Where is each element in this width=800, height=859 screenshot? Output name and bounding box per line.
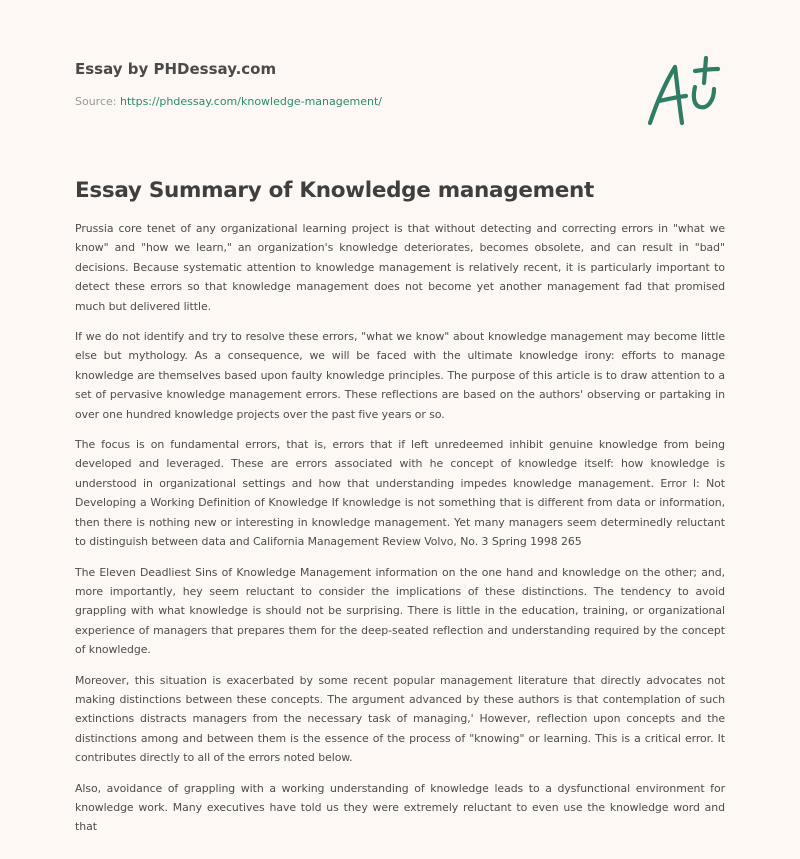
essay-title: Essay Summary of Knowledge management [75,178,595,203]
paragraph: Prussia core tenet of any organizational learning project is that without detecting and correcting errors in "what we know" and "how we learn," an organization's knowledge deteriorates, becomes obsolete, and can result in "bad" decisions. Because systematic attention to knowledge management is relatively recent, it is particularly important to detect these errors so that knowledge management does not become yet another management fad that promised much but delivered little. [75,222,725,313]
essay-body [75,219,725,848]
source-label: Source: [75,95,117,108]
source-link[interactable]: https://phdessay.com/knowledge-management/ [120,95,382,108]
paragraph: The focus is on fundamental errors, that is, errors that if left unredeemed inhibit genuine knowledge from being developed and leveraged. These are errors associated with he concept of knowledge itself: how knowledge is understood in organizational settings and how that understanding impedes knowledge management. Error l: Not Developing a Working Definition of Knowledge If knowledge is not something that is different from data or information, then there is nothing new or interesting in knowledge management. Yet many managers seem determinedly reluctant to distinguish between data and California Management Review Volvo, No. 3 Spring 1998 265 [75,438,725,549]
a-plus-grade-icon [640,53,725,131]
paragraph: If we do not identify and try to resolve these errors, "what we know" about knowledge management may become little else but mythology. As a consequence, we will be faced with the ultimate knowledge irony: efforts to manage knowledge are themselves based upon faulty knowledge principles. The purpose of this article is to draw attention to a set of pervasive knowledge management errors. These reflections are based on the authors' observing or partaking in over one hundred knowledge projects over the past five years or so. [75,330,725,421]
page-header [75,60,595,108]
paragraph: Moreover, this situation is exacerbated by some recent popular management literature that directly advocates not making distinctions between these concepts. The argument advanced by these authors is that contemplation of such extinctions distracts managers from the necessary task of managing,' However, reflection upon concepts and the distinctions among and between them is the essence of the process of "knowing" or learning. This is a critical error. It contributes directly to all of the errors noted below. [75,673,725,765]
site-brand: Essay by PHDessay.com [75,60,277,78]
paragraph: The Eleven Deadliest Sins of Knowledge Management information on the one hand and knowledge on the other; and, more importantly, hey seem reluctant to consider the implications of these distinctions. The tendency to avoid grappling with what knowledge is should not be surprising. There is little in the education, training, or organizational experience of managers that prepares them for the deep-seated reflection and understanding required by the concept of knowledge. [75,565,725,657]
paragraph: Also, avoidance of grappling with a working understanding of knowledge leads to a dysfunctional environment for knowledge work. Many executives have told us they were extremely reluctant to even use the knowledge word and that [75,781,725,834]
source-line [75,95,595,108]
